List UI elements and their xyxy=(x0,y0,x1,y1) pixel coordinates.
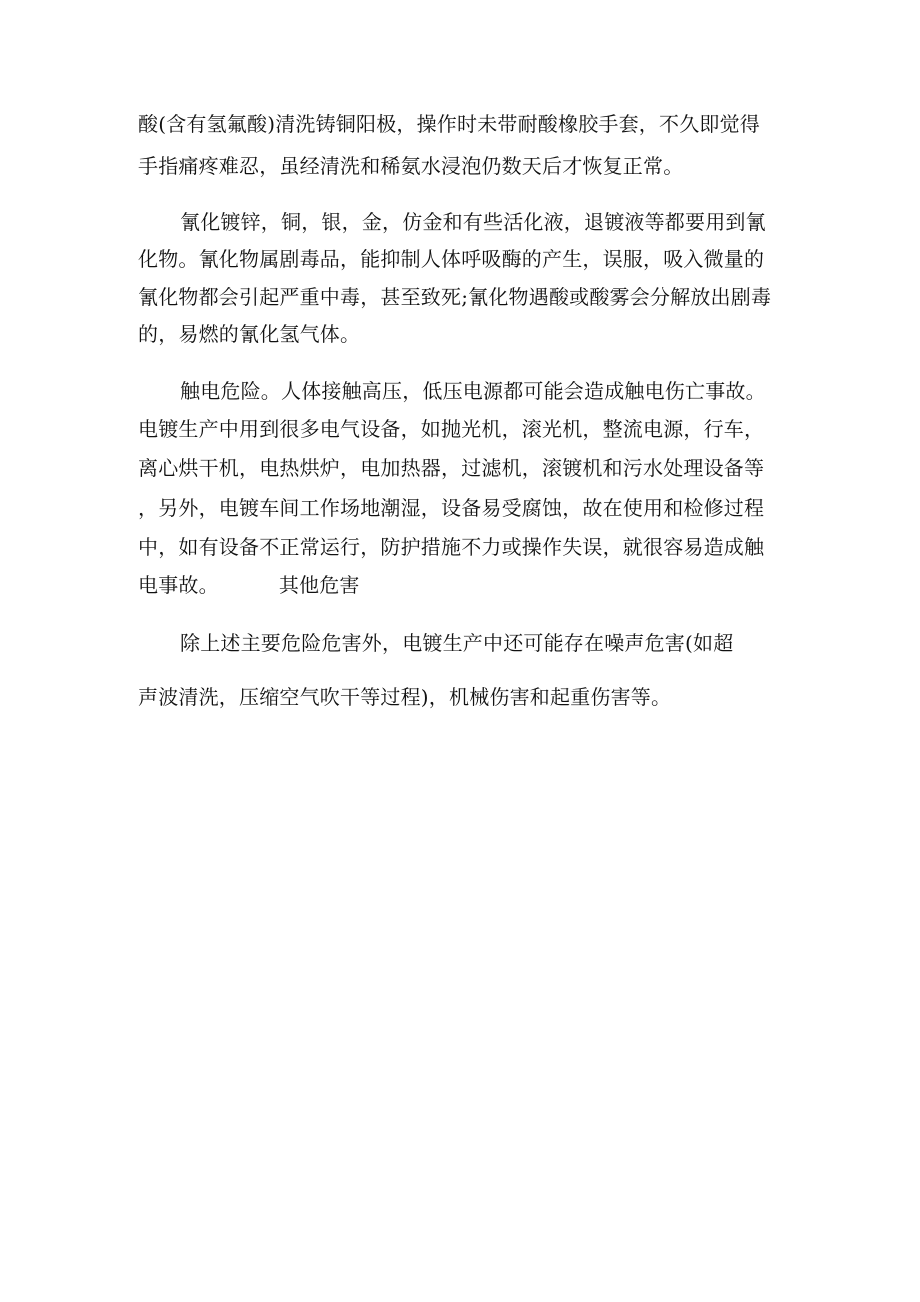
paragraph-3-line-3: 离心烘干机，电热烘炉，电加热器，过滤机，滚镀机和污水处理设备等 xyxy=(138,456,765,480)
paragraph-3-line-2: 电镀生产中用到很多电气设备，如抛光机，滚光机，整流电源，行车， xyxy=(138,417,765,441)
paragraph-1-line-1: 酸(含有氢氟酸)清洗铸铜阳极，操作时未带耐酸橡胶手套，不久即觉得 xyxy=(138,112,761,136)
paragraph-2-line-4: 的，易燃的氰化氢气体。 xyxy=(138,322,361,346)
paragraph-3-line-5: 中，如有设备不正常运行，防护措施不力或操作失误，就很容易造成触 xyxy=(138,535,765,559)
paragraph-3-line-4: ，另外，电镀车间工作场地潮湿，设备易受腐蚀，故在使用和检修过程 xyxy=(138,496,765,520)
paragraph-3-line-6 xyxy=(138,572,360,598)
paragraph-4-line-2: 声波清洗，压缩空气吹干等过程)，机械伤害和起重伤害等。 xyxy=(138,685,672,709)
paragraph-4-line-1: 除上述主要危险危害外，电镀生产中还可能存在噪声危害(如超 xyxy=(180,631,734,655)
paragraph-2-line-3: 氰化物都会引起严重中毒，甚至致死;氰化物遇酸或酸雾会分解放出剧毒 xyxy=(138,285,772,309)
paragraph-3-line-1: 触电危险。人体接触高压，低压电源都可能会造成触电伤亡事故。 xyxy=(180,379,766,403)
paragraph-2-line-1: 氰化镀锌，铜，银，金，仿金和有些活化液，退镀液等都要用到氰 xyxy=(180,210,766,234)
paragraph-1-line-2: 手指痛疼难忍，虽经清洗和稀氨水浸泡仍数天后才恢复正常。 xyxy=(138,154,684,178)
paragraph-2-line-2: 化物。氰化物属剧毒品，能抑制人体呼吸酶的产生，误服，吸入微量的 xyxy=(138,247,765,271)
paragraph-3-last-line: 电事故。 xyxy=(138,573,219,597)
section-heading-other-hazards: 其他危害 xyxy=(278,573,360,597)
